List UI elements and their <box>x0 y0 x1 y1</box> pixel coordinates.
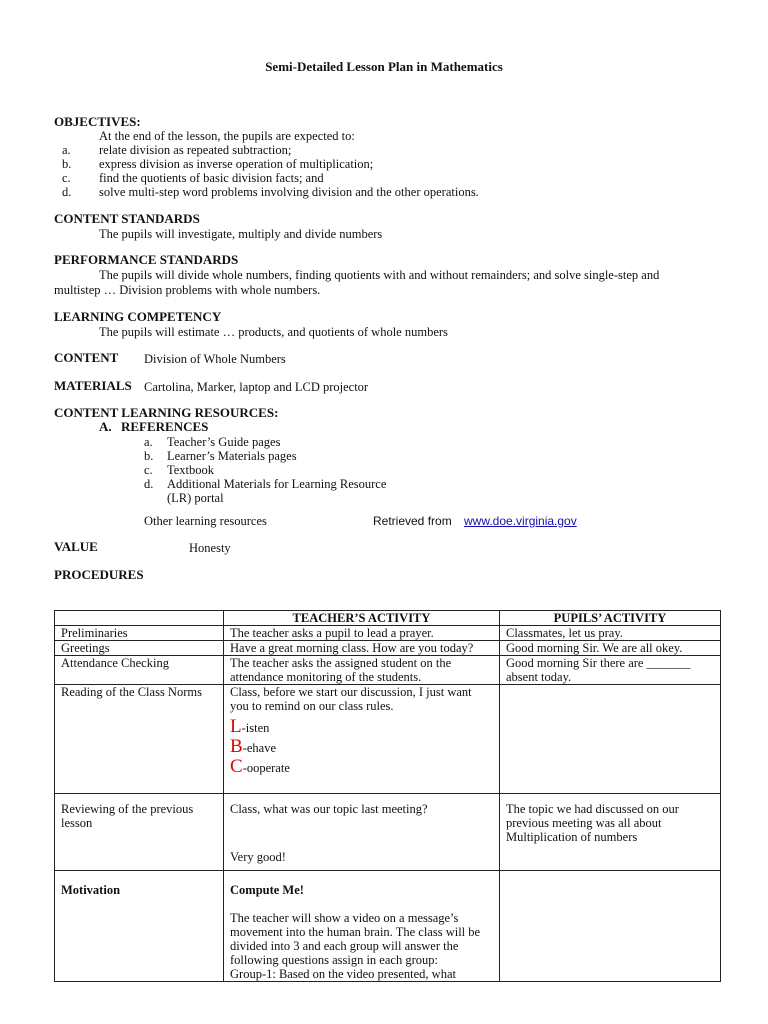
learning-competency-text: The pupils will estimate … products, and quotients of whole numbers <box>99 325 448 339</box>
row-label-preliminaries: Preliminaries <box>55 626 224 641</box>
norm-rest-l: -isten <box>241 721 270 735</box>
pupil-greetings: Good morning Sir. We are all okey. <box>500 641 721 656</box>
pupil-norms <box>500 685 721 794</box>
table-row <box>55 656 721 685</box>
content-standards-heading: CONTENT STANDARDS <box>54 211 200 226</box>
objective-letter-b: b. <box>62 157 72 171</box>
content-standards-text: The pupils will investigate, multiply and divide numbers <box>99 227 383 241</box>
motivation-title: Compute Me! <box>230 883 304 897</box>
norms-intro: Class, before we start our discussion, I just want you to remind on our class rules. <box>230 685 472 713</box>
objectives-intro: At the end of the lesson, the pupils are expected to: <box>99 129 355 143</box>
review-question: Class, what was our topic last meeting? <box>230 802 428 816</box>
pupil-attendance: Good morning Sir there are _______ absent today. <box>500 656 721 685</box>
teacher-greetings: Have a great morning class. How are you today? <box>224 641 500 656</box>
row-label-attendance: Attendance Checking <box>55 656 224 685</box>
performance-standards-line1: The pupils will divide whole numbers, finding quotients with and without remainders; and solve single-step and <box>99 268 660 282</box>
procedures-table <box>54 610 721 982</box>
reference-letter-d: d. <box>144 477 154 491</box>
table-row <box>55 626 721 641</box>
procedures-heading: PROCEDURES <box>54 567 144 582</box>
resource-link[interactable]: www.doe.virginia.gov <box>464 514 577 528</box>
references-heading: REFERENCES <box>121 419 209 434</box>
norm-rest-c: -ooperate <box>242 761 290 775</box>
objective-b: express division as inverse operation of multiplication; <box>99 157 374 171</box>
teacher-attendance: The teacher asks the assigned student on the attendance monitoring of the students. <box>224 656 500 685</box>
teacher-review <box>224 794 500 871</box>
motivation-group: Group-1: Based on the video presented, what <box>230 967 456 981</box>
objective-d: solve multi-step word problems involving division and the other operations. <box>99 185 479 199</box>
content-label: CONTENT <box>54 350 119 365</box>
performance-standards-line2: multistep … Division problems with whole numbers. <box>54 283 321 297</box>
reference-b: Learner’s Materials pages <box>167 449 297 463</box>
performance-standards-heading: PERFORMANCE STANDARDS <box>54 252 239 267</box>
value-label: VALUE <box>54 539 98 554</box>
row-label-motivation: Motivation <box>55 871 224 982</box>
header-pupils-activity: PUPILS’ ACTIVITY <box>500 611 721 626</box>
row-label-review: Reviewing of the previous lesson <box>55 794 224 871</box>
table-row <box>55 794 721 871</box>
pupil-review: The topic we had discussed on our previous meeting was all about Multiplication of numbers <box>500 794 721 871</box>
norm-letter-l: L <box>230 716 242 737</box>
teacher-motivation <box>224 871 500 982</box>
reference-letter-c: c. <box>144 463 153 477</box>
objective-letter-d: d. <box>62 185 72 199</box>
pupil-preliminaries: Classmates, let us pray. <box>500 626 721 641</box>
objective-letter-a: a. <box>62 143 71 157</box>
norm-behave <box>230 737 493 757</box>
materials-label: MATERIALS <box>54 378 132 393</box>
norm-rest-b: -ehave <box>242 741 276 755</box>
header-teacher-activity: TEACHER’S ACTIVITY <box>224 611 500 626</box>
reference-a: Teacher’s Guide pages <box>167 435 281 449</box>
objective-c: find the quotients of basic division facts; and <box>99 171 324 185</box>
objectives-heading: OBJECTIVES: <box>54 114 141 129</box>
materials-value: Cartolina, Marker, laptop and LCD projector <box>144 380 369 394</box>
other-resources-label: Other learning resources <box>144 514 267 528</box>
value-text: Honesty <box>189 541 231 555</box>
content-value: Division of Whole Numbers <box>144 352 286 366</box>
norm-letter-b: B <box>230 736 243 757</box>
table-header-row <box>55 611 721 626</box>
norm-listen <box>230 717 493 737</box>
teacher-preliminaries: The teacher asks a pupil to lead a prayer. <box>224 626 500 641</box>
table-row <box>55 871 721 982</box>
reference-letter-a: a. <box>144 435 153 449</box>
page-title: Semi-Detailed Lesson Plan in Mathematics <box>265 59 503 74</box>
retrieved-from-label: Retrieved from <box>373 514 452 528</box>
reference-d-cont: (LR) portal <box>167 491 224 505</box>
row-label-greetings: Greetings <box>55 641 224 656</box>
table-row <box>55 641 721 656</box>
reference-d: Additional Materials for Learning Resource <box>167 477 387 491</box>
reference-c: Textbook <box>167 463 215 477</box>
review-praise: Very good! <box>230 850 286 864</box>
header-blank <box>55 611 224 626</box>
row-label-norms: Reading of the Class Norms <box>55 685 224 794</box>
objective-a: relate division as repeated subtraction; <box>99 143 292 157</box>
norm-letter-c: C <box>230 756 243 777</box>
objective-letter-c: c. <box>62 171 71 185</box>
motivation-text: The teacher will show a video on a message’s movement into the human brain. The class will be divided into 3 and each group will answer the following questions assign in each group: <box>230 911 481 967</box>
references-letter: A. <box>99 419 112 434</box>
teacher-norms <box>224 685 500 794</box>
learning-competency-heading: LEARNING COMPETENCY <box>54 309 222 324</box>
pupil-motivation <box>500 871 721 982</box>
reference-letter-b: b. <box>144 449 154 463</box>
table-row <box>55 685 721 794</box>
norm-cooperate <box>230 757 493 777</box>
resources-heading: CONTENT LEARNING RESOURCES: <box>54 405 279 420</box>
